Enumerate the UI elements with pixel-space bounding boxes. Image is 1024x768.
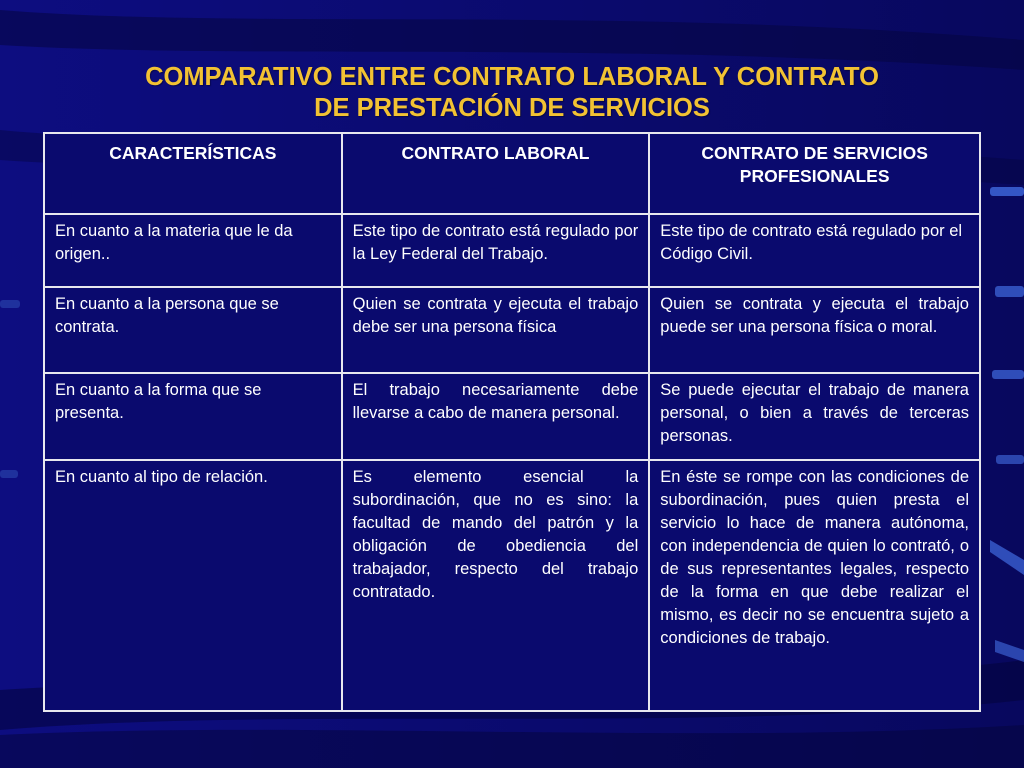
slide-title-line-2: DE PRESTACIÓN DE SERVICIOS bbox=[314, 94, 710, 122]
comparison-table bbox=[43, 132, 981, 712]
header-labor-contract: CONTRATO LABORAL bbox=[342, 133, 650, 214]
table-row bbox=[44, 214, 980, 287]
characteristic-cell: En cuanto al tipo de relación. bbox=[44, 460, 342, 711]
characteristic-cell: En cuanto a la forma que se presenta. bbox=[44, 373, 342, 460]
services-contract-cell: Este tipo de contrato está regulado por el Código Civil. bbox=[649, 214, 980, 287]
header-services-contract: CONTRATO DE SERVICIOS PROFESIONALES bbox=[649, 133, 980, 214]
table-header-row bbox=[44, 133, 980, 214]
header-characteristics: CARACTERÍSTICAS bbox=[44, 133, 342, 214]
characteristic-cell: En cuanto a la persona que se contrata. bbox=[44, 287, 342, 373]
labor-contract-cell: Este tipo de contrato está regulado por la Ley Federal del Trabajo. bbox=[342, 214, 650, 287]
table-row bbox=[44, 373, 980, 460]
labor-contract-cell: El trabajo necesariamente debe llevarse a cabo de manera personal. bbox=[342, 373, 650, 460]
table-row bbox=[44, 460, 980, 711]
table-row bbox=[44, 287, 980, 373]
slide-title bbox=[0, 62, 1024, 124]
characteristic-cell: En cuanto a la materia que le da origen.. bbox=[44, 214, 342, 287]
labor-contract-cell: Es elemento esencial la subordinación, que no es sino: la facultad de mando del patrón y la obligación de obediencia del trabajador, respecto del trabajo contratado. bbox=[342, 460, 650, 711]
labor-contract-cell: Quien se contrata y ejecuta el trabajo debe ser una persona física bbox=[342, 287, 650, 373]
services-contract-cell: Se puede ejecutar el trabajo de manera personal, o bien a través de terceras personas. bbox=[649, 373, 980, 460]
slide-title-line-1: COMPARATIVO ENTRE CONTRATO LABORAL Y CONTRATO bbox=[145, 63, 879, 91]
services-contract-cell: Quien se contrata y ejecuta el trabajo puede ser una persona física o moral. bbox=[649, 287, 980, 373]
services-contract-cell: En éste se rompe con las condiciones de subordinación, pues quien presta el servicio lo hace de manera autónoma, con independencia de quien lo contrató, o de sus representantes legales, respecto de la forma en que debe realizar el mismo, es decir no se encuentra sujeto a condiciones de trabajo. bbox=[649, 460, 980, 711]
